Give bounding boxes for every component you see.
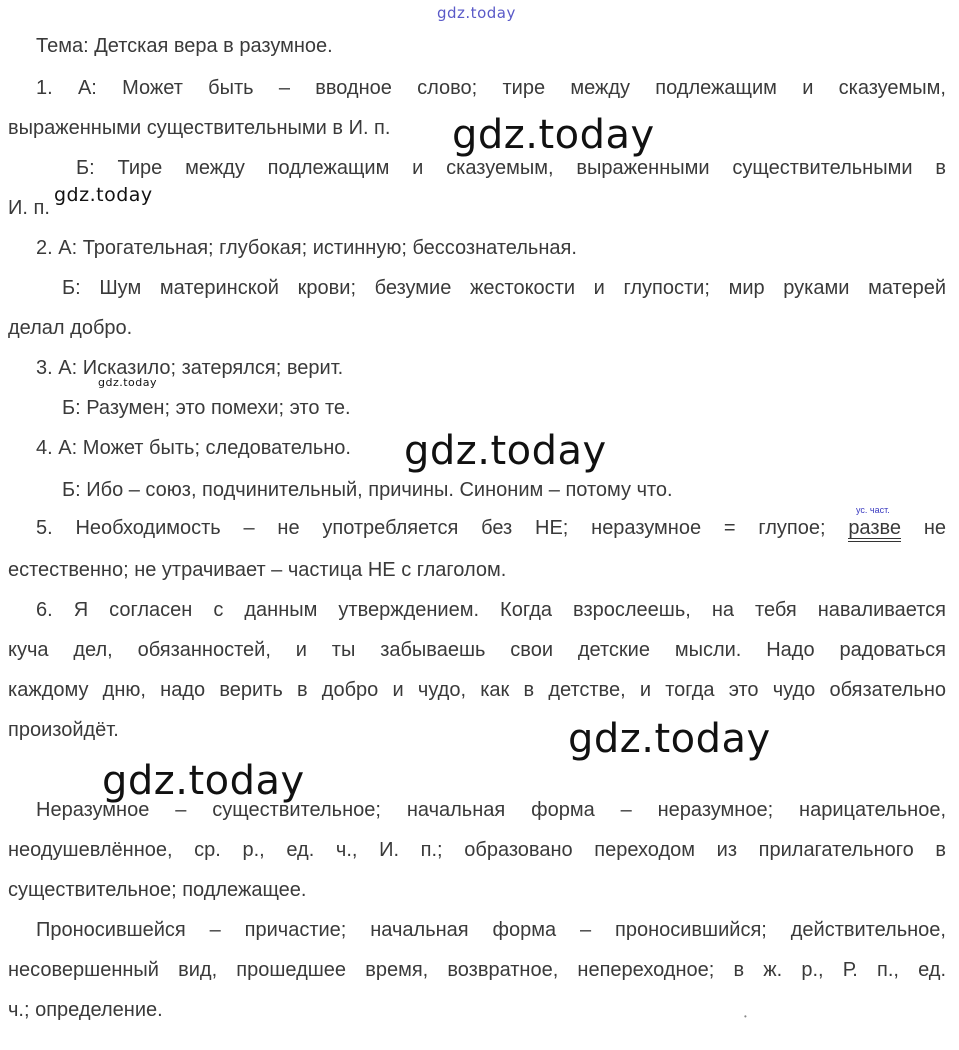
answer-5-line-2: естественно; не утрачивает – частица НЕ с глаголом.: [8, 559, 507, 581]
answer-5-text-end: не: [923, 517, 946, 539]
answer-1a-line-2: выраженными существительными в И. п.: [8, 117, 391, 139]
analysis-2-line-2: несовершенный вид, прошедшее время, возвратное, непереходное; в ж. р., Р. п., ед.: [8, 959, 946, 981]
scan-speck: •: [744, 1012, 747, 1021]
analysis-1-line-1: Неразумное – существительное; начальная форма – неразумное; нарицательное,: [36, 799, 946, 821]
topic-line: Тема: Детская вера в разумное.: [36, 35, 333, 57]
watermark-top: gdz.today: [437, 4, 516, 22]
watermark-tiny-1: gdz.today: [98, 376, 158, 389]
answer-6-line-1: 6. Я согласен с данным утверждением. Когда взрослеешь, на тебя наваливается: [36, 599, 946, 621]
answer-6-line-4: произойдёт.: [8, 719, 119, 741]
answer-1b-line-2: И. п.: [8, 197, 50, 219]
answer-4a: 4. А: Может быть; следовательно.: [36, 437, 351, 459]
watermark-small-1: gdz.today: [54, 184, 153, 206]
watermark-large-3: gdz.today: [568, 716, 771, 762]
analysis-1-line-3: существительное; подлежащее.: [8, 879, 307, 901]
answer-6-line-2: куча дел, обязанностей, и ты забываешь свои детские мысли. Надо радоваться: [8, 639, 946, 661]
answer-2b-line-2: делал добро.: [8, 317, 133, 339]
answer-5-underlined-word: разве: [848, 518, 901, 542]
answer-3a: 3. А: Исказило; затерялся; верит.: [36, 357, 344, 379]
analysis-1-line-2: неодушевлённое, ср. р., ед. ч., И. п.; образовано переходом из прилагательного в: [8, 839, 946, 861]
part-of-speech-annotation: ус. част.: [856, 505, 890, 515]
answer-2b-line-1: Б: Шум материнской крови; безумие жестокости и глупости; мир руками матерей: [62, 277, 946, 299]
analysis-2-line-3: ч.; определение.: [8, 999, 163, 1021]
answer-1b-line-1: Б: Тире между подлежащим и сказуемым, выраженными существительными в: [76, 157, 946, 179]
answer-6-line-3: каждому дню, надо верить в добро и чудо, как в детстве, и тогда это чудо обязательно: [8, 679, 946, 701]
answer-4b: Б: Ибо – союз, подчинительный, причины. Синоним – потому что.: [62, 479, 673, 501]
answer-5-text: 5. Необходимость – не употребляется без НЕ; неразумное = глупое;: [36, 517, 826, 539]
analysis-2-line-1: Проносившейся – причастие; начальная форма – проносившийся; действительное,: [36, 919, 946, 941]
answer-5-line-1: [36, 516, 946, 542]
answer-1a-line-1: 1. А: Может быть – вводное слово; тире между подлежащим и сказуемым,: [36, 77, 946, 99]
watermark-large-4: gdz.today: [102, 758, 305, 804]
answer-2a: 2. А: Трогательная; глубокая; истинную; бессознательная.: [36, 237, 577, 259]
answer-3b: Б: Разумен; это помехи; это те.: [62, 397, 351, 419]
watermark-large-2: gdz.today: [404, 428, 607, 474]
watermark-large-1: gdz.today: [452, 112, 655, 158]
